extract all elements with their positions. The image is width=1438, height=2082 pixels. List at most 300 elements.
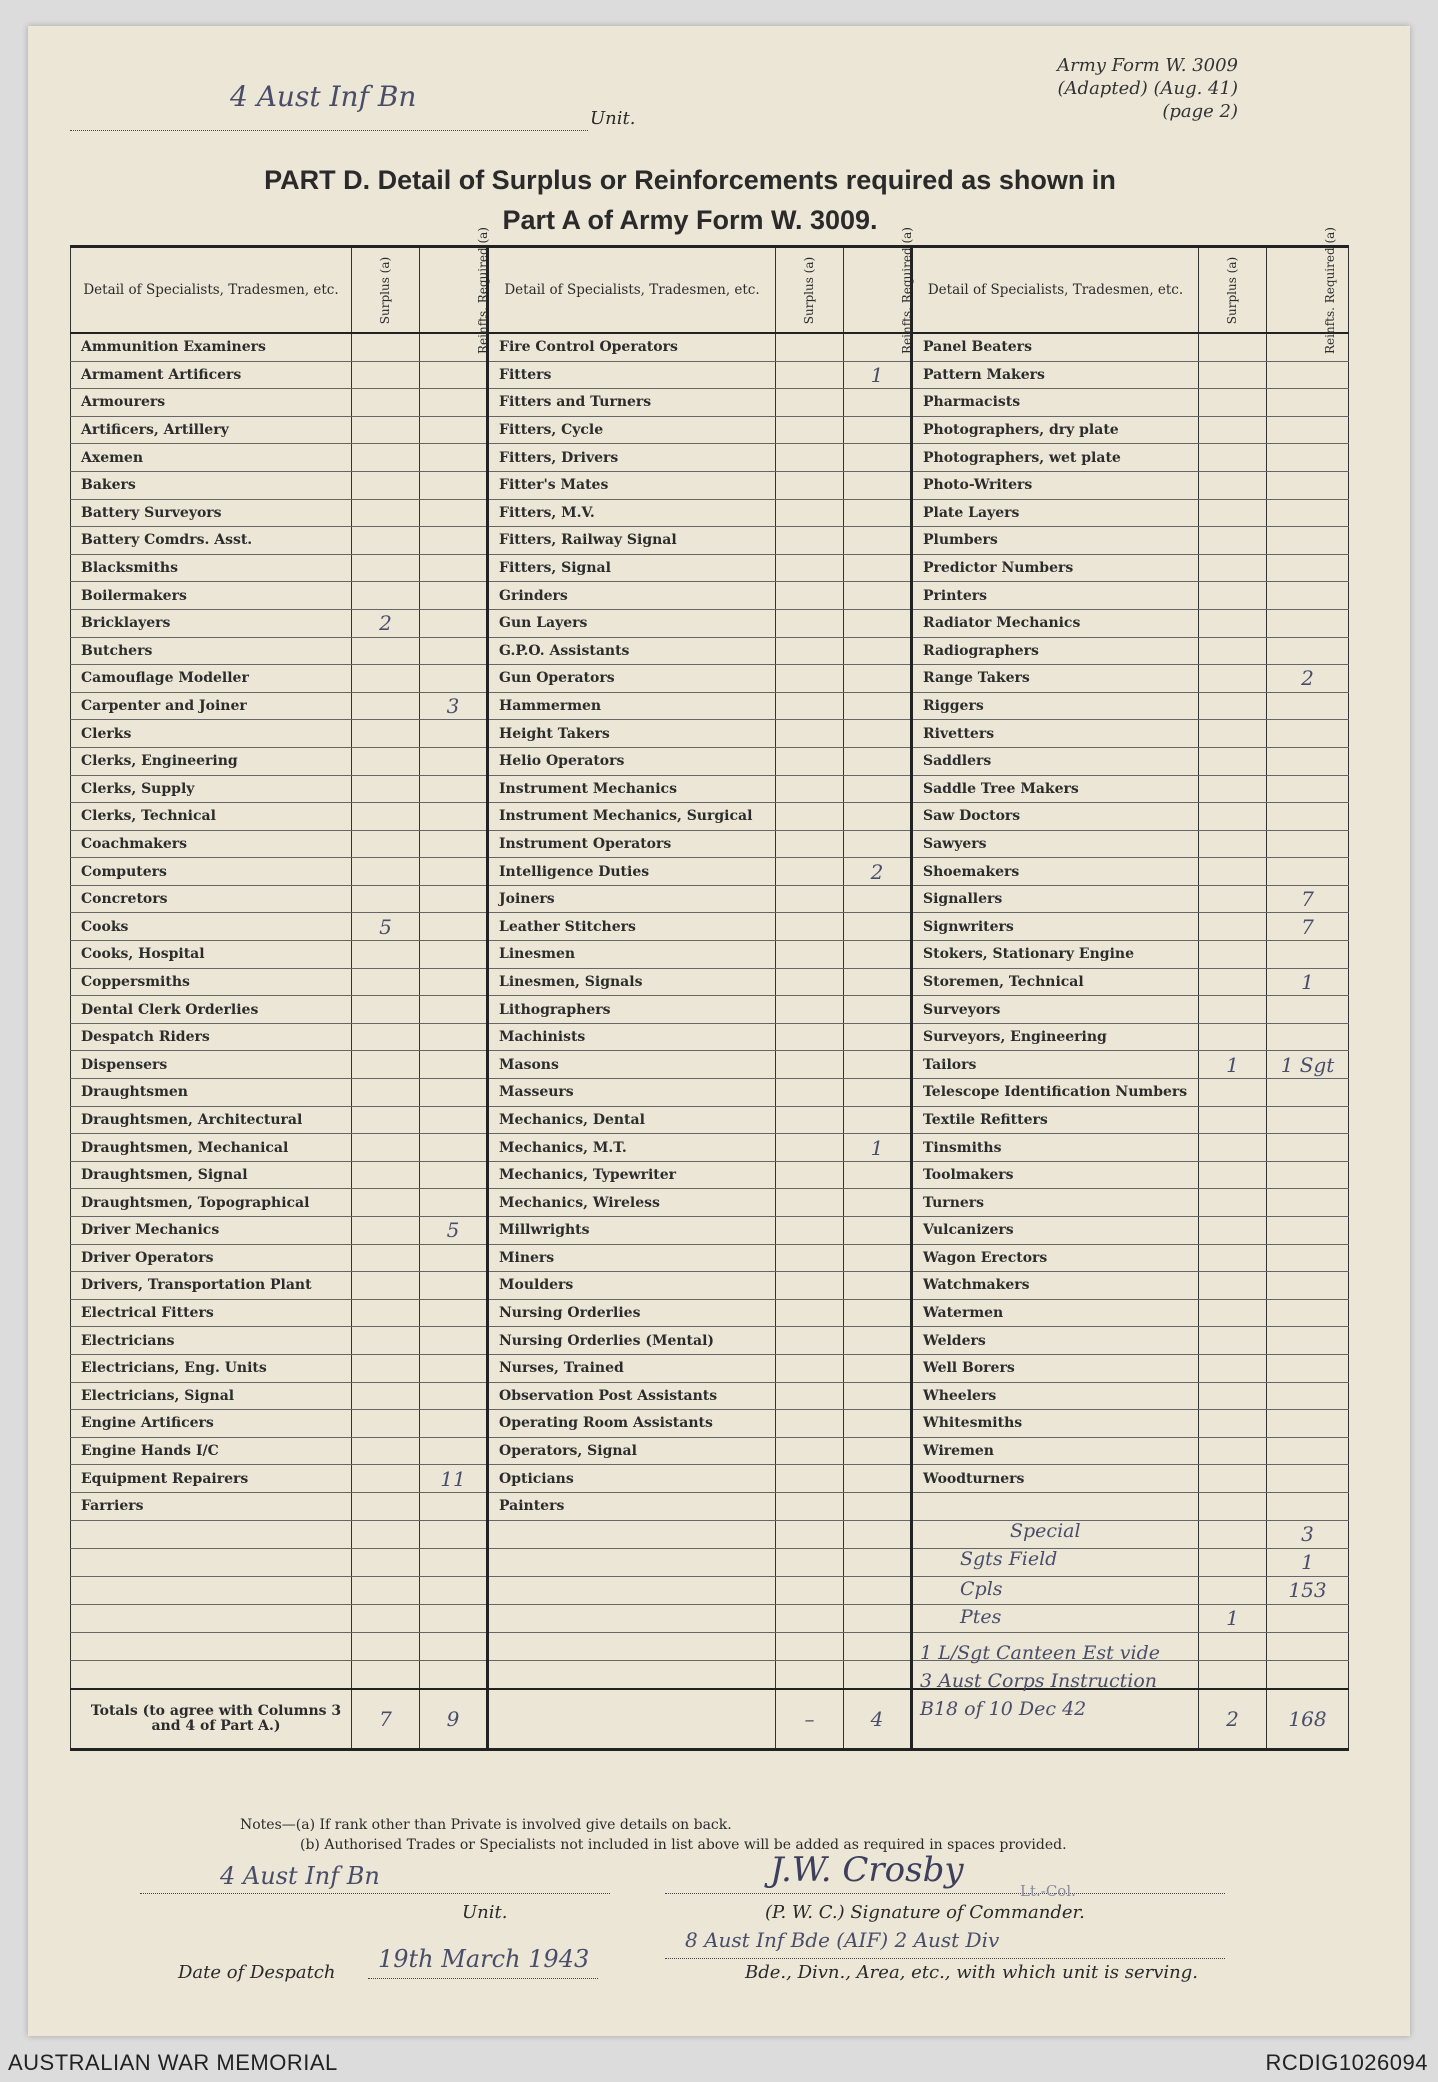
- surplus-cell: [352, 1189, 420, 1217]
- trade-name: Wagon Erectors: [912, 1244, 1199, 1272]
- trade-name: Signallers: [912, 885, 1199, 913]
- reinfts-cell: [1267, 692, 1349, 720]
- trade-name: Linesmen: [488, 941, 776, 969]
- totals-label: Totals (to agree with Columns 3 and 4 of Part A.): [71, 1689, 352, 1750]
- table-row: [71, 913, 1349, 941]
- surplus-cell: [1199, 637, 1267, 665]
- trade-name: Toolmakers: [912, 1161, 1199, 1189]
- reinfts-cell: [844, 1051, 912, 1079]
- table-row: [71, 720, 1349, 748]
- surplus-cell: [776, 499, 844, 527]
- surplus-cell: [776, 444, 844, 472]
- signature-label: (P. W. C.) Signature of Commander.: [765, 1902, 1085, 1923]
- blank-cell: [488, 1660, 776, 1689]
- reinfts-cell: [420, 1437, 488, 1465]
- table-row: [71, 1217, 1349, 1245]
- surplus-cell: [1199, 333, 1267, 361]
- reinfts-cell: [844, 444, 912, 472]
- table-row: [71, 830, 1349, 858]
- trade-name: Storemen, Technical: [912, 968, 1199, 996]
- surplus-cell: [1199, 444, 1267, 472]
- note-a: Notes—(a) If rank other than Private is involved give details on back.: [240, 1817, 732, 1833]
- surplus-cell: [1199, 582, 1267, 610]
- surplus-cell: [352, 1161, 420, 1189]
- trade-name: Bakers: [71, 471, 352, 499]
- reinfts-cell: [844, 1492, 912, 1520]
- reinfts-cell: [420, 389, 488, 417]
- reinfts-cell: [420, 913, 488, 941]
- reinfts-cell: [844, 1437, 912, 1465]
- surplus-cell: [776, 1272, 844, 1300]
- surplus-cell: [352, 499, 420, 527]
- surplus-cell: [352, 775, 420, 803]
- form-reference: [1057, 54, 1238, 123]
- trade-name: Battery Comdrs. Asst.: [71, 527, 352, 555]
- reinfts-cell: [1267, 582, 1349, 610]
- reinfts-cell: [1267, 1134, 1349, 1162]
- reinfts-cell: [844, 1576, 912, 1604]
- form-ref-line: (page 2): [1162, 101, 1238, 122]
- reinfts-cell: [844, 1079, 912, 1107]
- trade-name: Artificers, Artillery: [71, 416, 352, 444]
- trade-name: Riggers: [912, 692, 1199, 720]
- reinfts-cell: [1267, 1465, 1349, 1493]
- trade-name: Fitters, M.V.: [488, 499, 776, 527]
- surplus-cell: [352, 554, 420, 582]
- reinfts-cell: [1267, 1106, 1349, 1134]
- reinfts-cell: [844, 996, 912, 1024]
- surplus-cell: [776, 1520, 844, 1548]
- table-row: [71, 1079, 1349, 1107]
- trade-name: Ammunition Examiners: [71, 333, 352, 361]
- reinfts-cell: [844, 1189, 912, 1217]
- trade-name: Operators, Signal: [488, 1437, 776, 1465]
- surplus-cell: [1199, 1632, 1267, 1660]
- surplus-cell: [1199, 1520, 1267, 1548]
- surplus-cell: [352, 1299, 420, 1327]
- surplus-cell: [776, 1604, 844, 1632]
- header-detail: Detail of Specialists, Tradesmen, etc.: [488, 247, 776, 334]
- trade-name: Woodturners: [912, 1465, 1199, 1493]
- reinfts-cell: [844, 1632, 912, 1660]
- surplus-cell: [1199, 1272, 1267, 1300]
- reinfts-cell: [420, 1548, 488, 1576]
- blank-cell: [71, 1576, 352, 1604]
- trade-name: Bricklayers: [71, 609, 352, 637]
- reinfts-cell: [1267, 1217, 1349, 1245]
- trade-name: Fitters, Signal: [488, 554, 776, 582]
- trade-name: Operating Room Assistants: [488, 1410, 776, 1438]
- reinfts-cell: [844, 637, 912, 665]
- trade-name: Axemen: [71, 444, 352, 472]
- surplus-cell: [1199, 1354, 1267, 1382]
- surplus-cell: [776, 554, 844, 582]
- reinfts-cell: [420, 1382, 488, 1410]
- table-row: [71, 637, 1349, 665]
- surplus-cell: [776, 1106, 844, 1134]
- surplus-cell: [776, 333, 844, 361]
- surplus-cell: [1199, 389, 1267, 417]
- trade-name: Gun Operators: [488, 665, 776, 693]
- trade-name: Plate Layers: [912, 499, 1199, 527]
- trade-name: Watermen: [912, 1299, 1199, 1327]
- reinfts-cell: [844, 747, 912, 775]
- specialists-table: [70, 227, 1349, 1751]
- blank-row: [71, 1548, 1349, 1576]
- table-row: [71, 941, 1349, 969]
- surplus-cell: [776, 1217, 844, 1245]
- surplus-cell: [352, 747, 420, 775]
- surplus-cell: [776, 968, 844, 996]
- trade-name: Cooks: [71, 913, 352, 941]
- trade-name: Wiremen: [912, 1437, 1199, 1465]
- header-surplus: Surplus (a): [776, 247, 844, 334]
- signature-handwriting: J.W. Crosby: [770, 1850, 964, 1890]
- total-reinfts: 9: [420, 1689, 488, 1750]
- reinfts-cell: [420, 637, 488, 665]
- surplus-cell: [352, 1354, 420, 1382]
- reinfts-cell: [1267, 1410, 1349, 1438]
- table-row: [71, 1410, 1349, 1438]
- surplus-cell: [352, 582, 420, 610]
- reinfts-cell: [1267, 1604, 1349, 1632]
- special-note-handwriting: 1 L/Sgt Canteen Est vide: [920, 1642, 1161, 1664]
- reinfts-cell: [844, 885, 912, 913]
- trade-name: Fitters and Turners: [488, 389, 776, 417]
- table-row: [71, 1134, 1349, 1162]
- trade-name: Painters: [488, 1492, 776, 1520]
- trade-name: Vulcanizers: [912, 1217, 1199, 1245]
- blank-cell: [71, 1520, 352, 1548]
- signature-line: [665, 1893, 1225, 1894]
- table-row: [71, 1327, 1349, 1355]
- reinfts-cell: [1267, 1161, 1349, 1189]
- surplus-cell: [776, 1576, 844, 1604]
- trade-name: Stokers, Stationary Engine: [912, 941, 1199, 969]
- surplus-cell: [352, 416, 420, 444]
- despatch-handwriting: 19th March 1943: [378, 1945, 590, 1973]
- reinfts-cell: [420, 665, 488, 693]
- blank-cell: [71, 1632, 352, 1660]
- surplus-cell: [776, 747, 844, 775]
- surplus-cell: [352, 637, 420, 665]
- surplus-cell: [1199, 1079, 1267, 1107]
- surplus-cell: [1199, 1161, 1267, 1189]
- table-row: [71, 416, 1349, 444]
- trade-name: Clerks, Supply: [71, 775, 352, 803]
- surplus-cell: [776, 1299, 844, 1327]
- total-surplus: 2: [1199, 1689, 1267, 1750]
- reinfts-cell: [844, 968, 912, 996]
- reinfts-cell: [1267, 1079, 1349, 1107]
- reinfts-cell: [420, 416, 488, 444]
- surplus-cell: [776, 1189, 844, 1217]
- reinfts-cell: [1267, 444, 1349, 472]
- trade-name: Fitters, Drivers: [488, 444, 776, 472]
- archive-id: RCDIG1026094: [1265, 2050, 1428, 2075]
- unit-label: Unit.: [590, 108, 636, 129]
- trade-name: Camouflage Modeller: [71, 665, 352, 693]
- surplus-cell: [776, 885, 844, 913]
- surplus-cell: [1199, 361, 1267, 389]
- trade-name: Surveyors, Engineering: [912, 1023, 1199, 1051]
- footer-unit-handwriting: 4 Aust Inf Bn: [220, 1862, 380, 1890]
- trade-name: Fitters, Cycle: [488, 416, 776, 444]
- trade-name: Carpenter and Joiner: [71, 692, 352, 720]
- table-row: [71, 803, 1349, 831]
- surplus-cell: [776, 637, 844, 665]
- reinfts-cell: [844, 1272, 912, 1300]
- trade-name: Coachmakers: [71, 830, 352, 858]
- trade-name: Butchers: [71, 637, 352, 665]
- table-row: [71, 554, 1349, 582]
- reinfts-cell: 11: [420, 1465, 488, 1493]
- trade-name: Draughtsmen, Architectural: [71, 1106, 352, 1134]
- table-row: [71, 1244, 1349, 1272]
- reinfts-cell: [420, 1604, 488, 1632]
- blank-cell: [488, 1604, 776, 1632]
- trade-name: Lithographers: [488, 996, 776, 1024]
- trade-name: Tinsmiths: [912, 1134, 1199, 1162]
- surplus-cell: [1199, 1660, 1267, 1689]
- reinfts-cell: [844, 1023, 912, 1051]
- table-row: [71, 471, 1349, 499]
- trade-name: Masons: [488, 1051, 776, 1079]
- trade-name: Well Borers: [912, 1354, 1199, 1382]
- trade-name: Electrical Fitters: [71, 1299, 352, 1327]
- trade-name: Tailors: [912, 1051, 1199, 1079]
- reinfts-cell: [1267, 1354, 1349, 1382]
- reinfts-cell: 1: [1267, 1548, 1349, 1576]
- trade-name: Miners: [488, 1244, 776, 1272]
- reinfts-cell: [1267, 361, 1349, 389]
- blank-cell: [488, 1689, 776, 1750]
- special-note-handwriting: Ptes: [960, 1606, 1002, 1628]
- reinfts-cell: [844, 1327, 912, 1355]
- surplus-cell: [1199, 968, 1267, 996]
- trade-name: Despatch Riders: [71, 1023, 352, 1051]
- reinfts-cell: [420, 803, 488, 831]
- reinfts-cell: [420, 1354, 488, 1382]
- trade-name: Photographers, dry plate: [912, 416, 1199, 444]
- surplus-cell: 1: [1199, 1051, 1267, 1079]
- title-line: Part A of Army Form W. 3009.: [502, 205, 878, 235]
- surplus-cell: [776, 1134, 844, 1162]
- trade-name: Linesmen, Signals: [488, 968, 776, 996]
- table-row: [71, 996, 1349, 1024]
- surplus-cell: [1199, 665, 1267, 693]
- reinfts-cell: [1267, 1660, 1349, 1689]
- surplus-cell: [1199, 527, 1267, 555]
- surplus-cell: [776, 996, 844, 1024]
- surplus-cell: [352, 1106, 420, 1134]
- reinfts-cell: [1267, 499, 1349, 527]
- surplus-cell: [776, 1548, 844, 1576]
- reinfts-cell: [1267, 1327, 1349, 1355]
- surplus-cell: [776, 1437, 844, 1465]
- special-note-handwriting: 3 Aust Corps Instruction: [920, 1670, 1157, 1692]
- surplus-cell: [1199, 1244, 1267, 1272]
- reinfts-cell: 5: [420, 1217, 488, 1245]
- trade-name: Clerks: [71, 720, 352, 748]
- trade-name: Computers: [71, 858, 352, 886]
- trade-name: Blacksmiths: [71, 554, 352, 582]
- reinfts-cell: [844, 1465, 912, 1493]
- reinfts-cell: [844, 609, 912, 637]
- reinfts-cell: [1267, 1189, 1349, 1217]
- reinfts-cell: [420, 1244, 488, 1272]
- trade-name: Mechanics, M.T.: [488, 1134, 776, 1162]
- surplus-cell: [776, 471, 844, 499]
- surplus-cell: 5: [352, 913, 420, 941]
- trade-name: Draughtsmen, Signal: [71, 1161, 352, 1189]
- reinfts-cell: [844, 1660, 912, 1689]
- table-row: [71, 1272, 1349, 1300]
- surplus-cell: [1199, 1410, 1267, 1438]
- surplus-cell: [352, 1548, 420, 1576]
- trade-name: Moulders: [488, 1272, 776, 1300]
- trade-name: Telescope Identification Numbers: [912, 1079, 1199, 1107]
- surplus-cell: [352, 720, 420, 748]
- trade-name: Photo-Writers: [912, 471, 1199, 499]
- trade-name: Electricians: [71, 1327, 352, 1355]
- trade-name: Nurses, Trained: [488, 1354, 776, 1382]
- special-note-handwriting: Special: [1010, 1520, 1081, 1542]
- trade-name: Masseurs: [488, 1079, 776, 1107]
- trade-name: Mechanics, Typewriter: [488, 1161, 776, 1189]
- surplus-cell: [352, 471, 420, 499]
- surplus-cell: [352, 389, 420, 417]
- bde-handwriting: 8 Aust Inf Bde (AIF) 2 Aust Div: [685, 1928, 1000, 1952]
- surplus-cell: [776, 858, 844, 886]
- surplus-cell: [352, 1244, 420, 1272]
- reinfts-cell: [420, 1660, 488, 1689]
- surplus-cell: [352, 803, 420, 831]
- trade-name: Nursing Orderlies (Mental): [488, 1327, 776, 1355]
- reinfts-cell: [420, 1106, 488, 1134]
- reinfts-cell: [1267, 1244, 1349, 1272]
- surplus-cell: [776, 720, 844, 748]
- trade-name: Opticians: [488, 1465, 776, 1493]
- surplus-cell: [352, 1327, 420, 1355]
- table-row: [71, 1023, 1349, 1051]
- trade-name: Pattern Makers: [912, 361, 1199, 389]
- trade-name: Welders: [912, 1327, 1199, 1355]
- reinfts-cell: [420, 968, 488, 996]
- reinfts-cell: [844, 527, 912, 555]
- reinfts-cell: [420, 1520, 488, 1548]
- surplus-cell: [352, 1051, 420, 1079]
- surplus-cell: [352, 1520, 420, 1548]
- trade-name: Instrument Mechanics, Surgical: [488, 803, 776, 831]
- surplus-cell: [1199, 913, 1267, 941]
- reinfts-cell: [1267, 609, 1349, 637]
- bde-label: Bde., Divn., Area, etc., with which unit is serving.: [745, 1962, 1198, 1983]
- surplus-cell: [1199, 1189, 1267, 1217]
- table-row: [71, 333, 1349, 361]
- reinfts-cell: [844, 1520, 912, 1548]
- reinfts-cell: [420, 1161, 488, 1189]
- reinfts-cell: [844, 1604, 912, 1632]
- surplus-cell: [352, 1437, 420, 1465]
- surplus-cell: 2: [352, 609, 420, 637]
- trade-name: Millwrights: [488, 1217, 776, 1245]
- table-row: [71, 747, 1349, 775]
- surplus-cell: [776, 1492, 844, 1520]
- table-row: [71, 444, 1349, 472]
- table-row: [71, 499, 1349, 527]
- reinfts-cell: [420, 1189, 488, 1217]
- reinfts-cell: [844, 1161, 912, 1189]
- reinfts-cell: [844, 775, 912, 803]
- reinfts-cell: [1267, 637, 1349, 665]
- reinfts-cell: [420, 1272, 488, 1300]
- form-ref-line: Army Form W. 3009: [1057, 55, 1238, 76]
- form-ref-line: (Adapted) (Aug. 41): [1057, 78, 1238, 99]
- surplus-cell: [352, 885, 420, 913]
- trade-name: Plumbers: [912, 527, 1199, 555]
- total-reinfts: 168: [1267, 1689, 1349, 1750]
- header-reinfts: Reinfts. Required (a): [844, 247, 912, 334]
- surplus-cell: [1199, 720, 1267, 748]
- reinfts-cell: 1 Sgt: [1267, 1051, 1349, 1079]
- reinfts-cell: [844, 1244, 912, 1272]
- trade-name: Printers: [912, 582, 1199, 610]
- header-surplus: Surplus (a): [352, 247, 420, 334]
- reinfts-cell: [1267, 1272, 1349, 1300]
- reinfts-cell: [844, 1548, 912, 1576]
- trade-name: Helio Operators: [488, 747, 776, 775]
- reinfts-cell: [420, 747, 488, 775]
- trade-name: Coppersmiths: [71, 968, 352, 996]
- trade-name: Surveyors: [912, 996, 1199, 1024]
- trade-name: Shoemakers: [912, 858, 1199, 886]
- reinfts-cell: [1267, 389, 1349, 417]
- reinfts-cell: [420, 1299, 488, 1327]
- surplus-cell: [1199, 471, 1267, 499]
- unit-handwriting: 4 Aust Inf Bn: [230, 80, 417, 113]
- reinfts-cell: [1267, 803, 1349, 831]
- surplus-cell: [776, 913, 844, 941]
- trade-name: Mechanics, Wireless: [488, 1189, 776, 1217]
- reinfts-cell: 153: [1267, 1576, 1349, 1604]
- trade-name: Textile Refitters: [912, 1106, 1199, 1134]
- trade-name: Concretors: [71, 885, 352, 913]
- surplus-cell: [776, 830, 844, 858]
- reinfts-cell: [1267, 1382, 1349, 1410]
- trade-name: Mechanics, Dental: [488, 1106, 776, 1134]
- table-row: [71, 527, 1349, 555]
- trade-name: Pharmacists: [912, 389, 1199, 417]
- header-surplus: Surplus (a): [1199, 247, 1267, 334]
- surplus-cell: [352, 1632, 420, 1660]
- trade-name: Engine Hands I/C: [71, 1437, 352, 1465]
- reinfts-cell: 2: [1267, 665, 1349, 693]
- reinfts-cell: [1267, 747, 1349, 775]
- blank-cell: [71, 1604, 352, 1632]
- reinfts-cell: [420, 1023, 488, 1051]
- surplus-cell: [1199, 775, 1267, 803]
- trade-name: Fire Control Operators: [488, 333, 776, 361]
- surplus-cell: [776, 389, 844, 417]
- reinfts-cell: 7: [1267, 913, 1349, 941]
- blank-cell: [488, 1520, 776, 1548]
- reinfts-cell: [844, 1354, 912, 1382]
- reinfts-cell: [1267, 471, 1349, 499]
- reinfts-cell: [1267, 416, 1349, 444]
- trade-name: Radiator Mechanics: [912, 609, 1199, 637]
- reinfts-cell: [420, 885, 488, 913]
